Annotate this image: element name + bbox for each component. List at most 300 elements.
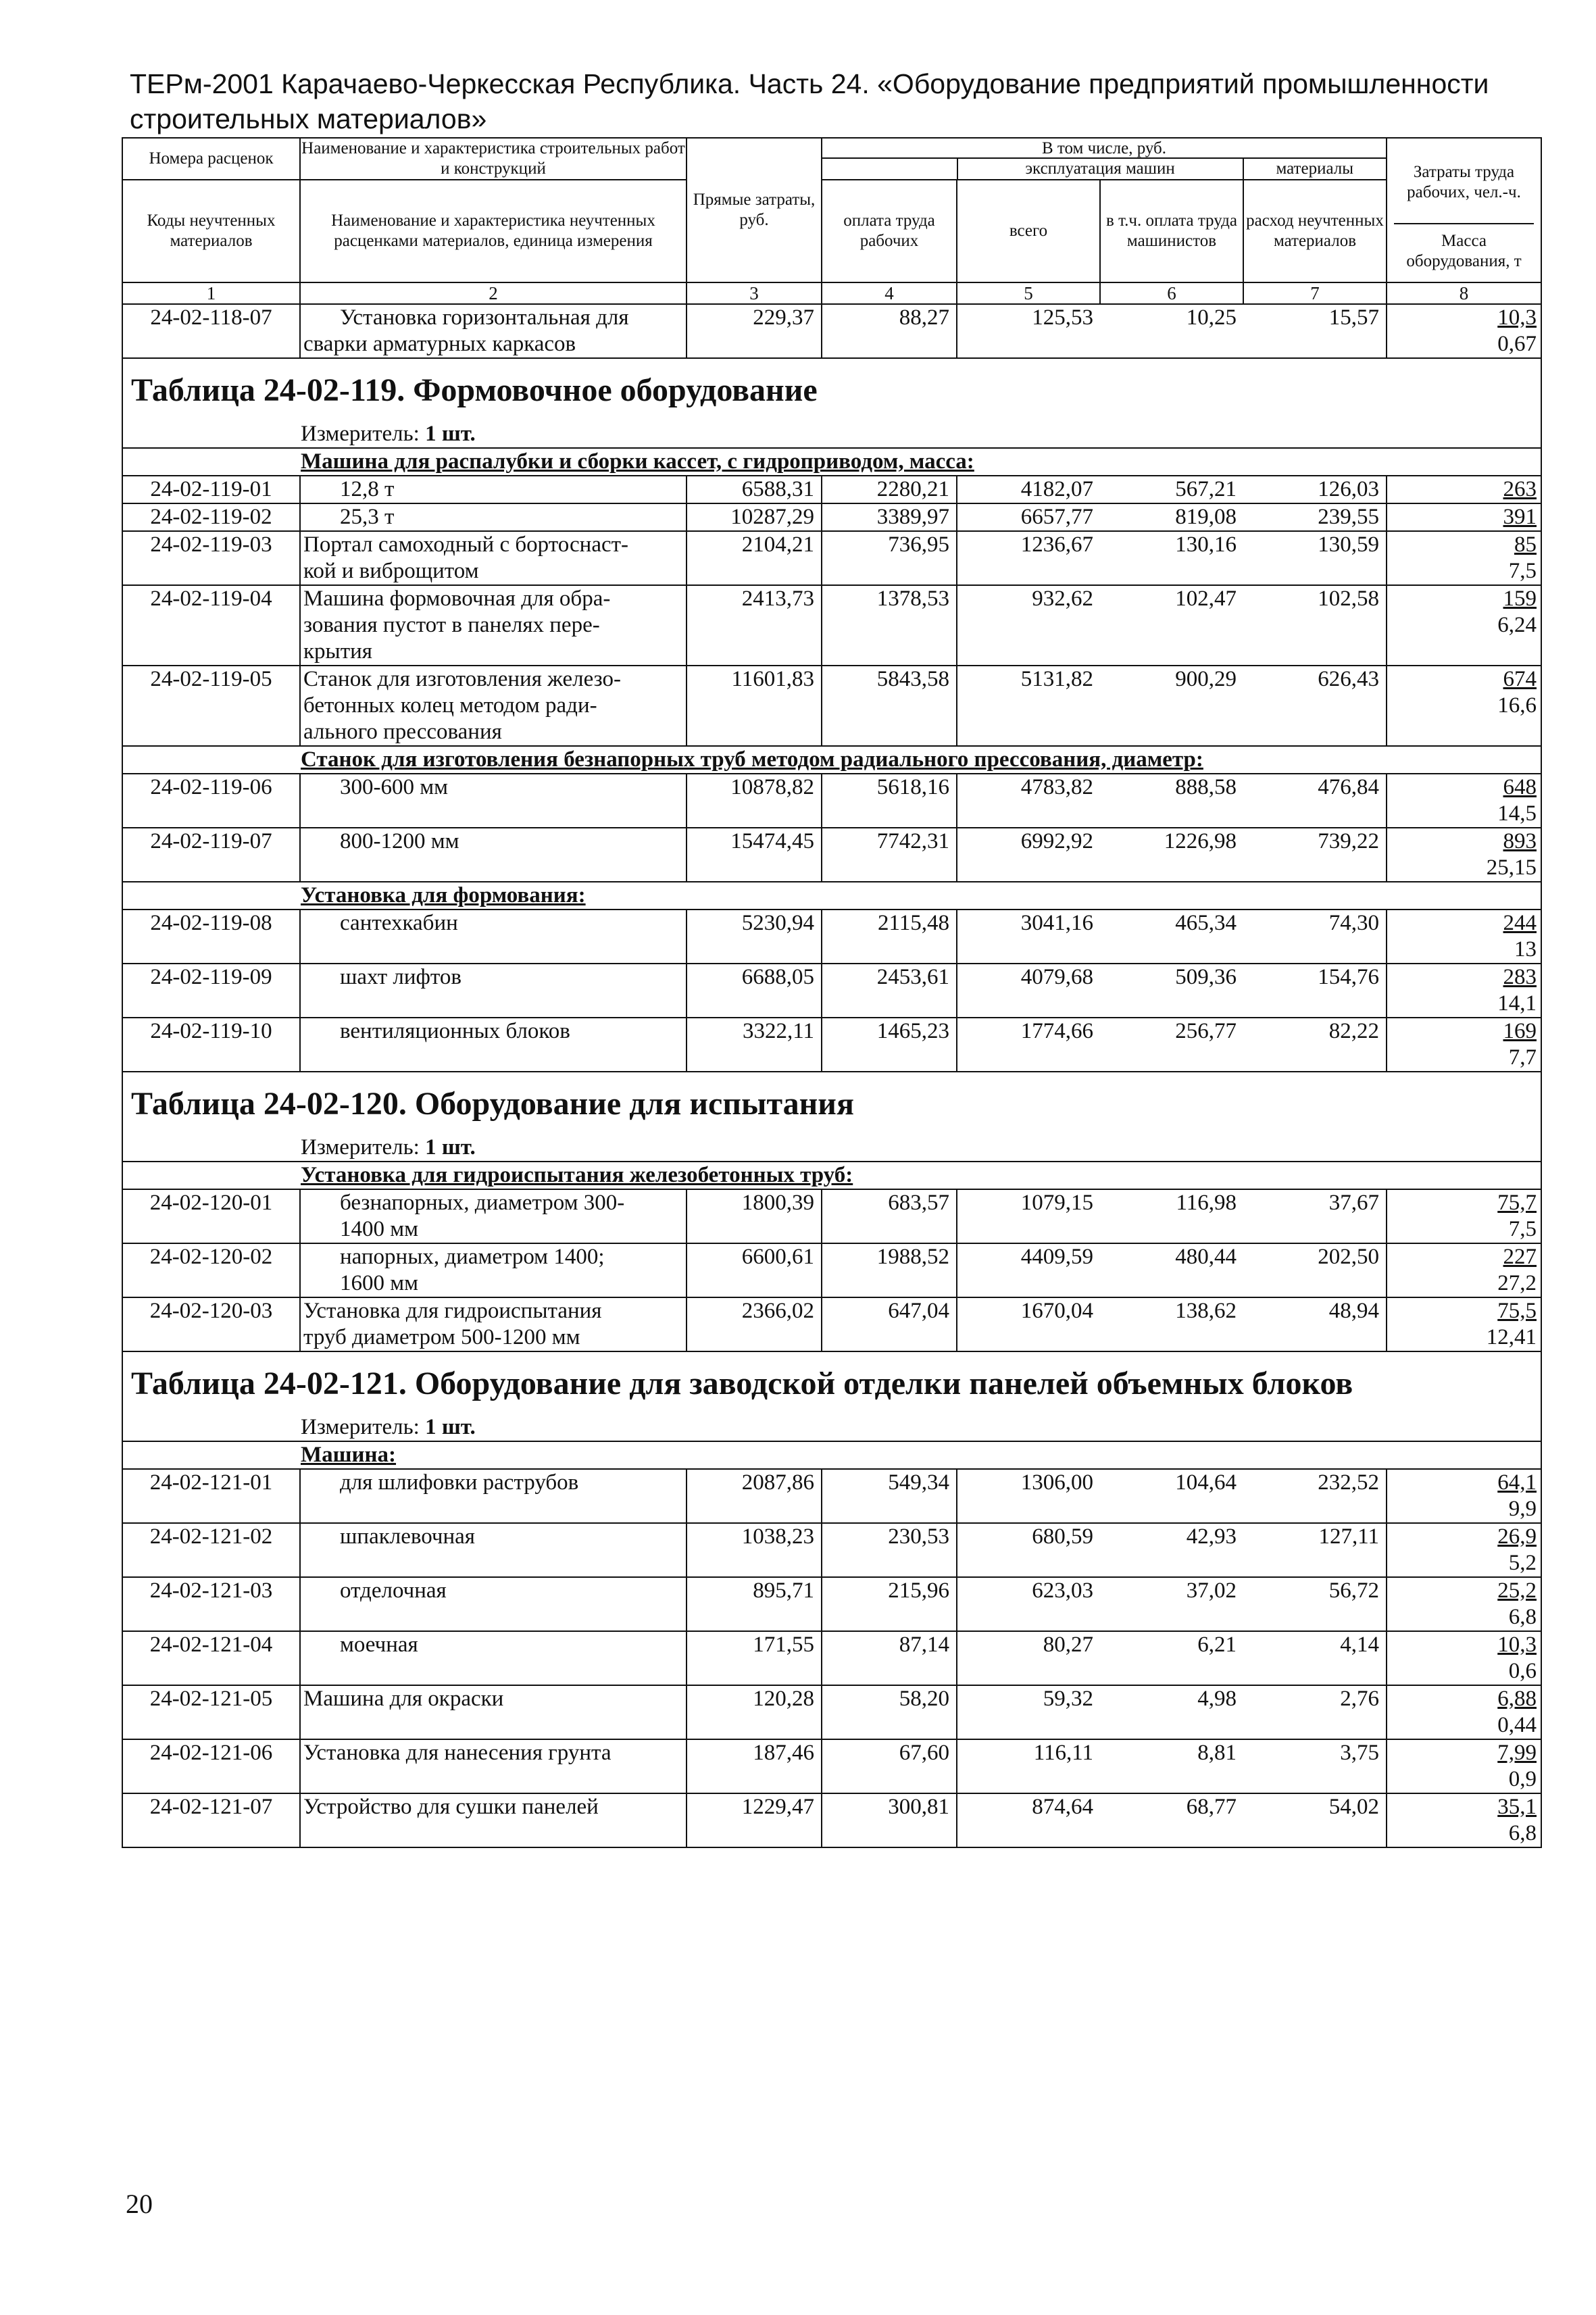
- rate-name-line: крытия: [303, 639, 372, 664]
- table-row: [122, 910, 1541, 964]
- materials: 202,50: [1243, 1243, 1387, 1297]
- labor-hours: 10,3: [1497, 1633, 1537, 1657]
- labor-pay: 67,60: [822, 1739, 957, 1793]
- machinist-pay: 465,34: [1175, 911, 1237, 935]
- machinist-pay: 116,98: [1176, 1191, 1237, 1215]
- labor-hours: 10,3: [1497, 305, 1537, 330]
- labor-hours: 75,7: [1497, 1191, 1537, 1215]
- machinist-pay: 480,44: [1175, 1245, 1237, 1269]
- group-heading: [122, 448, 1541, 476]
- labor-and-mass: [1387, 503, 1541, 531]
- rate-code: 24-02-119-05: [122, 666, 300, 746]
- labor-pay: 88,27: [822, 304, 957, 358]
- header-labor-pay: оплата труда рабочих: [822, 180, 957, 282]
- direct-costs: 10287,29: [687, 503, 822, 531]
- labor-pay: 647,04: [822, 1297, 957, 1351]
- rate-name: [300, 1577, 687, 1631]
- rate-code: 24-02-120-01: [122, 1189, 300, 1243]
- rate-code: 24-02-119-06: [122, 774, 300, 828]
- table-row: [122, 828, 1541, 882]
- rate-name: [300, 774, 687, 828]
- machines-total: 59,32: [1043, 1687, 1093, 1711]
- rate-name-line: сантехкабин: [340, 911, 458, 935]
- rate-code: 24-02-121-02: [122, 1523, 300, 1577]
- equipment-mass: 14,1: [1497, 991, 1537, 1016]
- table-section-title-row: [122, 1351, 1541, 1414]
- rate-name: [300, 1631, 687, 1685]
- rate-name-line: ального прессования: [303, 720, 502, 744]
- machines-total: 932,62: [1032, 587, 1093, 611]
- rate-name-line: Установка горизонтальная для: [340, 305, 629, 330]
- rate-name: [300, 1523, 687, 1577]
- rate-name: [300, 503, 687, 531]
- machinist-pay: 4,98: [1197, 1687, 1237, 1711]
- labor-hours: 64,1: [1497, 1470, 1537, 1495]
- machinist-pay: 42,93: [1186, 1524, 1237, 1549]
- rate-name-line: Станок для изготовления железо-: [303, 667, 622, 691]
- materials: 239,55: [1243, 503, 1387, 531]
- direct-costs: 11601,83: [687, 666, 822, 746]
- table-section-title: Таблица 24-02-119. Формовочное оборудование: [122, 358, 1541, 421]
- rate-code: 24-02-120-03: [122, 1297, 300, 1351]
- rate-name-line: Машина для окраски: [303, 1687, 504, 1711]
- column-number: 5: [957, 282, 1100, 304]
- labor-and-mass: [1387, 531, 1541, 585]
- machinist-pay: 8,81: [1197, 1741, 1237, 1765]
- machines-total: 125,53: [1032, 305, 1093, 330]
- labor-pay: 683,57: [822, 1189, 957, 1243]
- rate-name: [300, 1685, 687, 1739]
- labor-hours: 25,2: [1497, 1578, 1537, 1603]
- header-labor-cost: [1387, 138, 1541, 282]
- labor-pay: 1378,53: [822, 585, 957, 666]
- rate-name: [300, 1739, 687, 1793]
- measure-label: Измеритель:: [301, 1415, 420, 1439]
- rate-code: 24-02-121-06: [122, 1739, 300, 1793]
- column-number: 7: [1243, 282, 1387, 304]
- labor-hours: 283: [1503, 965, 1537, 989]
- labor-and-mass: [1387, 1685, 1541, 1739]
- table-row: [122, 1631, 1541, 1685]
- group-heading-row: [122, 1441, 1541, 1469]
- rate-code: 24-02-118-07: [122, 304, 300, 358]
- labor-hours: 159: [1503, 587, 1537, 611]
- labor-pay: 1465,23: [822, 1018, 957, 1072]
- equipment-mass: 0,9: [1508, 1767, 1537, 1791]
- rate-name-line: кой и виброщитом: [303, 559, 479, 583]
- header-equipment-mass: Масса оборудования, т: [1394, 223, 1534, 278]
- direct-costs: 2366,02: [687, 1297, 822, 1351]
- direct-costs: 1229,47: [687, 1793, 822, 1847]
- machinist-pay: 256,77: [1175, 1019, 1237, 1043]
- machinist-pay: 138,62: [1175, 1299, 1237, 1323]
- labor-and-mass: [1387, 1523, 1541, 1577]
- table-row: [122, 1189, 1541, 1243]
- rate-name-line: 1600 мм: [340, 1271, 419, 1295]
- rate-name: [300, 1469, 687, 1523]
- rate-name: [300, 666, 687, 746]
- document-title: ТЕРм-2001 Карачаево-Черкесская Республика. Часть 24. «Оборудование предприятий промышленности строительных материалов»: [130, 68, 1489, 134]
- labor-and-mass: [1387, 1577, 1541, 1631]
- machines-total: 4182,07: [1020, 477, 1093, 501]
- header-work-name: Наименование и характеристика строительных работ и конструкций: [300, 138, 687, 180]
- materials: 2,76: [1243, 1685, 1387, 1739]
- machinist-pay: 104,64: [1175, 1470, 1237, 1495]
- labor-pay: 2280,21: [822, 476, 957, 503]
- machinist-pay: 10,25: [1186, 305, 1237, 330]
- materials: 3,75: [1243, 1739, 1387, 1793]
- table-row: [122, 585, 1541, 666]
- rate-name-line: шпаклевочная: [340, 1524, 475, 1549]
- rate-code: 24-02-119-07: [122, 828, 300, 882]
- labor-and-mass: [1387, 910, 1541, 964]
- labor-hours: 263: [1503, 477, 1537, 501]
- rate-name: [300, 1018, 687, 1072]
- labor-and-mass: [1387, 1631, 1541, 1685]
- machines-total: 1774,66: [1020, 1019, 1093, 1043]
- table-section-title-row: [122, 358, 1541, 421]
- header-machines: эксплуатация машин: [958, 159, 1244, 179]
- column-number: 3: [687, 282, 822, 304]
- direct-costs: 2104,21: [687, 531, 822, 585]
- group-heading-text: Машина для распалубки и сборки кассет, с гидроприводом, масса:: [301, 449, 974, 474]
- rate-name-line: труб диаметром 500-1200 мм: [303, 1325, 580, 1349]
- equipment-mass: 0,67: [1497, 332, 1537, 356]
- rate-name: [300, 828, 687, 882]
- materials: 102,58: [1243, 585, 1387, 666]
- labor-pay: 1988,52: [822, 1243, 957, 1297]
- group-heading: [122, 1441, 1541, 1469]
- machinist-pay: 900,29: [1175, 667, 1237, 691]
- header-material-name: Наименование и характеристика неучтенных расценками материалов, единица измерения: [300, 180, 687, 282]
- table-row: [122, 1739, 1541, 1793]
- materials: 126,03: [1243, 476, 1387, 503]
- labor-pay: 2115,48: [822, 910, 957, 964]
- machines-total: 116,11: [1033, 1741, 1093, 1765]
- labor-hours: 169: [1503, 1019, 1537, 1043]
- page-number: 20: [126, 2189, 153, 2219]
- column-numbers-row: [122, 282, 1541, 304]
- rate-code: 24-02-119-09: [122, 964, 300, 1018]
- labor-hours: 26,9: [1497, 1524, 1537, 1549]
- direct-costs: 15474,45: [687, 828, 822, 882]
- measure-value: 1 шт.: [425, 422, 476, 446]
- machines-total: 6657,77: [1020, 505, 1093, 529]
- machines-total: 680,59: [1032, 1524, 1093, 1549]
- machines-total: 3041,16: [1020, 911, 1093, 935]
- group-heading-row: [122, 882, 1541, 910]
- measure: [122, 1414, 1541, 1441]
- labor-and-mass: [1387, 1297, 1541, 1351]
- table-row: [122, 304, 1541, 358]
- machines-total: 1236,67: [1020, 532, 1093, 557]
- direct-costs: 1038,23: [687, 1523, 822, 1577]
- labor-hours: 244: [1503, 911, 1537, 935]
- direct-costs: 3322,11: [687, 1018, 822, 1072]
- equipment-mass: 9,9: [1508, 1497, 1537, 1521]
- labor-and-mass: [1387, 1243, 1541, 1297]
- labor-hours: 391: [1503, 505, 1537, 529]
- materials: 739,22: [1243, 828, 1387, 882]
- materials: 232,52: [1243, 1469, 1387, 1523]
- equipment-mass: 16,6: [1497, 693, 1537, 718]
- rate-name: [300, 585, 687, 666]
- labor-and-mass: [1387, 964, 1541, 1018]
- column-number: 8: [1387, 282, 1541, 304]
- rate-name-line: отделочная: [340, 1578, 447, 1603]
- group-heading-text: Установка для гидроиспытания железобетонных труб:: [301, 1163, 853, 1187]
- labor-and-mass: [1387, 1469, 1541, 1523]
- machines-total: 874,64: [1032, 1795, 1093, 1819]
- materials: 54,02: [1243, 1793, 1387, 1847]
- group-heading: [122, 882, 1541, 910]
- rate-code: 24-02-119-03: [122, 531, 300, 585]
- rate-code: 24-02-119-02: [122, 503, 300, 531]
- table-row: [122, 774, 1541, 828]
- column-number: 2: [300, 282, 687, 304]
- labor-hours: 6,88: [1497, 1687, 1537, 1711]
- labor-and-mass: [1387, 774, 1541, 828]
- rate-code: 24-02-119-04: [122, 585, 300, 666]
- rates-table: [122, 137, 1542, 1849]
- equipment-mass: 0,6: [1508, 1659, 1537, 1683]
- labor-and-mass: [1387, 1739, 1541, 1793]
- materials: 476,84: [1243, 774, 1387, 828]
- direct-costs: 2087,86: [687, 1469, 822, 1523]
- rate-code: 24-02-119-08: [122, 910, 300, 964]
- rate-name-line: для шлифовки раструбов: [340, 1470, 579, 1495]
- table-row: [122, 1685, 1541, 1739]
- header-in-total-label: В том числе, руб.: [822, 139, 1386, 159]
- materials: 37,67: [1243, 1189, 1387, 1243]
- labor-and-mass: [1387, 1793, 1541, 1847]
- group-heading-text: Станок для изготовления безнапорных труб методом радиального прессования, диаметр:: [301, 747, 1203, 772]
- machines-total: 1670,04: [1020, 1299, 1093, 1323]
- direct-costs: 10878,82: [687, 774, 822, 828]
- direct-costs: 6688,05: [687, 964, 822, 1018]
- table-row: [122, 1523, 1541, 1577]
- labor-pay: 3389,97: [822, 503, 957, 531]
- labor-pay: 2453,61: [822, 964, 957, 1018]
- labor-pay: 736,95: [822, 531, 957, 585]
- table-header: [122, 138, 1541, 180]
- machinist-pay: 567,21: [1175, 477, 1237, 501]
- table-section-title: Таблица 24-02-120. Оборудование для испытания: [122, 1072, 1541, 1135]
- labor-and-mass: [1387, 666, 1541, 746]
- rate-name: [300, 531, 687, 585]
- rate-name-line: 1400 мм: [340, 1217, 419, 1241]
- group-heading-row: [122, 1162, 1541, 1189]
- machines-total: 4079,68: [1020, 965, 1093, 989]
- labor-pay: 215,96: [822, 1577, 957, 1631]
- direct-costs: 187,46: [687, 1739, 822, 1793]
- labor-pay: 7742,31: [822, 828, 957, 882]
- table-section-title-row: [122, 1072, 1541, 1135]
- table-row: [122, 1469, 1541, 1523]
- materials: 127,11: [1243, 1523, 1387, 1577]
- materials: 4,14: [1243, 1631, 1387, 1685]
- labor-and-mass: [1387, 476, 1541, 503]
- materials: 626,43: [1243, 666, 1387, 746]
- table-row: [122, 1243, 1541, 1297]
- machinist-pay: 1226,98: [1164, 829, 1237, 853]
- rate-code: 24-02-121-07: [122, 1793, 300, 1847]
- machinist-pay: 888,58: [1175, 775, 1237, 799]
- table-row: [122, 964, 1541, 1018]
- header-direct-costs: Прямые затраты, руб.: [687, 138, 822, 282]
- measure-value: 1 шт.: [425, 1415, 476, 1439]
- direct-costs: 1800,39: [687, 1189, 822, 1243]
- column-number: 1: [122, 282, 300, 304]
- direct-costs: 5230,94: [687, 910, 822, 964]
- rate-name: [300, 1189, 687, 1243]
- table-header-second: [122, 180, 1541, 282]
- labor-and-mass: [1387, 304, 1541, 358]
- rate-name-line: бетонных колец методом ради-: [303, 693, 597, 718]
- header-rate-numbers: Номера расценок: [122, 138, 300, 180]
- rate-name-line: зования пустот в панелях пере-: [303, 613, 600, 637]
- direct-costs: 229,37: [687, 304, 822, 358]
- rate-code: 24-02-121-03: [122, 1577, 300, 1631]
- labor-hours: 85: [1514, 532, 1537, 557]
- labor-hours: 648: [1503, 775, 1537, 799]
- rate-name-line: 12,8 т: [340, 477, 395, 501]
- direct-costs: 171,55: [687, 1631, 822, 1685]
- labor-hours: 674: [1503, 667, 1537, 691]
- measure-label: Измеритель:: [301, 422, 420, 446]
- machines-total: 6992,92: [1020, 829, 1093, 853]
- equipment-mass: 7,5: [1508, 1217, 1537, 1241]
- measure-row: [122, 1135, 1541, 1162]
- equipment-mass: 6,8: [1508, 1605, 1537, 1629]
- direct-costs: 2413,73: [687, 585, 822, 666]
- measure-value: 1 шт.: [425, 1135, 476, 1160]
- machinist-pay: 509,36: [1175, 965, 1237, 989]
- rate-name-line: 300-600 мм: [340, 775, 449, 799]
- measure: [122, 1135, 1541, 1162]
- column-number: 6: [1100, 282, 1243, 304]
- labor-hours: 35,1: [1497, 1795, 1537, 1819]
- equipment-mass: 0,44: [1497, 1713, 1537, 1737]
- machines-total: 80,27: [1043, 1633, 1093, 1657]
- labor-pay: 549,34: [822, 1469, 957, 1523]
- group-heading: [122, 746, 1541, 774]
- labor-pay: 300,81: [822, 1793, 957, 1847]
- rate-name-line: шахт лифтов: [340, 965, 462, 989]
- measure-row: [122, 421, 1541, 448]
- materials: 48,94: [1243, 1297, 1387, 1351]
- rate-name-line: Портал самоходный с бортоснаст-: [303, 532, 629, 557]
- materials: 130,59: [1243, 531, 1387, 585]
- header-machinist-pay: в т.ч. оплата труда машинистов: [1100, 180, 1243, 282]
- equipment-mass: 27,2: [1497, 1271, 1537, 1295]
- rate-name-line: напорных, диаметром 1400;: [340, 1245, 605, 1269]
- machines-total: 1306,00: [1020, 1470, 1093, 1495]
- table-row: [122, 1297, 1541, 1351]
- rate-name-line: Устройство для сушки панелей: [303, 1795, 599, 1819]
- header-labor-cost-label: Затраты труда рабочих, чел.-ч.: [1407, 163, 1521, 201]
- machinist-pay: 130,16: [1175, 532, 1237, 557]
- rate-name-line: сварки арматурных каркасов: [303, 332, 576, 356]
- equipment-mass: 14,5: [1497, 801, 1537, 826]
- table-row: [122, 531, 1541, 585]
- measure: [122, 421, 1541, 448]
- group-heading-row: [122, 746, 1541, 774]
- rate-name: [300, 1297, 687, 1351]
- machinist-pay: 102,47: [1175, 587, 1237, 611]
- equipment-mass: 25,15: [1486, 855, 1537, 880]
- rate-name-line: Установка для нанесения грунта: [303, 1741, 612, 1765]
- machinist-pay: 68,77: [1186, 1795, 1237, 1819]
- table-bottom-border: [122, 1847, 1541, 1849]
- rate-code: 24-02-121-01: [122, 1469, 300, 1523]
- labor-pay: 5618,16: [822, 774, 957, 828]
- machines-total: 623,03: [1032, 1578, 1093, 1603]
- machines-total: 4783,82: [1020, 775, 1093, 799]
- table-row: [122, 1018, 1541, 1072]
- rate-code: 24-02-121-05: [122, 1685, 300, 1739]
- equipment-mass: 7,7: [1508, 1045, 1537, 1070]
- header-materials: материалы: [1276, 159, 1354, 178]
- materials: 154,76: [1243, 964, 1387, 1018]
- rate-code: 24-02-121-04: [122, 1631, 300, 1685]
- header-machines-total: всего: [957, 180, 1100, 282]
- machines-total: 4409,59: [1020, 1245, 1093, 1269]
- labor-hours: 893: [1503, 829, 1537, 853]
- materials: 74,30: [1243, 910, 1387, 964]
- rate-name: [300, 964, 687, 1018]
- measure-label: Измеритель:: [301, 1135, 420, 1160]
- rate-name: [300, 1243, 687, 1297]
- equipment-mass: 12,41: [1486, 1325, 1537, 1349]
- equipment-mass: 7,5: [1508, 559, 1537, 583]
- direct-costs: 120,28: [687, 1685, 822, 1739]
- machinist-pay: 819,08: [1175, 505, 1237, 529]
- group-heading-text: Машина:: [301, 1443, 397, 1467]
- machines-total: 1079,15: [1020, 1191, 1093, 1215]
- equipment-mass: 6,8: [1508, 1821, 1537, 1845]
- rate-name-line: безнапорных, диаметром 300-: [340, 1191, 625, 1215]
- materials: 82,22: [1243, 1018, 1387, 1072]
- table-row: [122, 666, 1541, 746]
- equipment-mass: 6,24: [1497, 613, 1537, 637]
- machinist-pay: 6,21: [1197, 1633, 1237, 1657]
- machinist-pay: 37,02: [1186, 1578, 1237, 1603]
- rate-name-line: 25,3 т: [340, 505, 395, 529]
- labor-and-mass: [1387, 585, 1541, 666]
- equipment-mass: 5,2: [1508, 1551, 1537, 1575]
- direct-costs: 6588,31: [687, 476, 822, 503]
- labor-pay: 230,53: [822, 1523, 957, 1577]
- group-heading: [122, 1162, 1541, 1189]
- direct-costs: 895,71: [687, 1577, 822, 1631]
- table-bottom-line: [122, 1847, 1541, 1849]
- group-heading-text: Установка для формования:: [301, 883, 586, 907]
- labor-hours: 75,5: [1497, 1299, 1537, 1323]
- labor-hours: 227: [1503, 1245, 1537, 1269]
- rate-code: 24-02-119-10: [122, 1018, 300, 1072]
- measure-row: [122, 1414, 1541, 1441]
- materials: 15,57: [1243, 304, 1387, 358]
- column-number: 4: [822, 282, 957, 304]
- table-section-title: Таблица 24-02-121. Оборудование для заводской отделки панелей объемных блоков: [122, 1351, 1541, 1414]
- machines-total: 5131,82: [1020, 667, 1093, 691]
- table-row: [122, 503, 1541, 531]
- labor-pay: 58,20: [822, 1685, 957, 1739]
- materials: 56,72: [1243, 1577, 1387, 1631]
- labor-pay: 87,14: [822, 1631, 957, 1685]
- rate-name-line: 800-1200 мм: [340, 829, 459, 853]
